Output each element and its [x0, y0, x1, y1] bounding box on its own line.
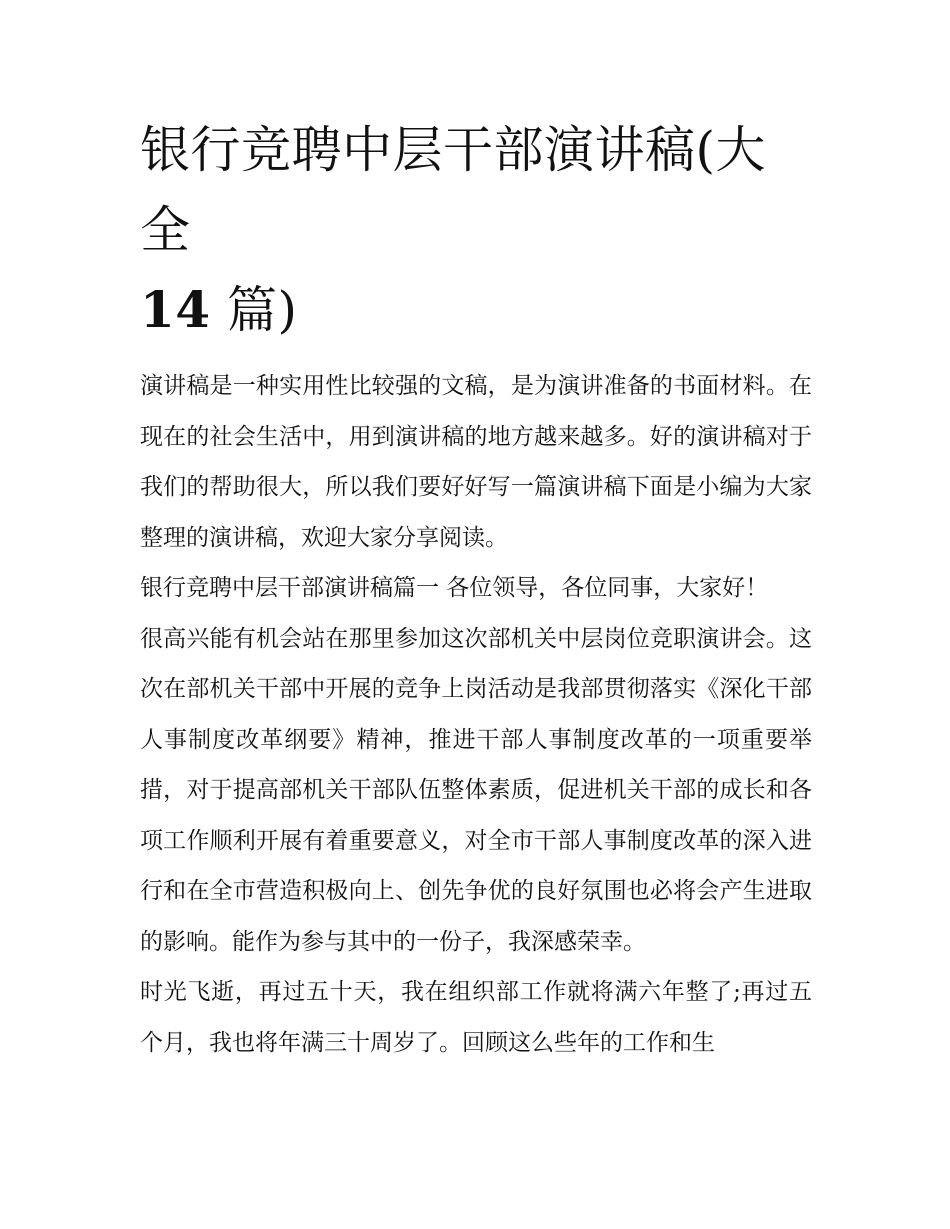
document-title [140, 110, 812, 350]
title-line-2: 篇) [210, 281, 298, 339]
title-line-1: 银行竞聘中层干部演讲稿(大全 [140, 121, 767, 259]
speech-heading-paragraph: 银行竞聘中层干部演讲稿篇一 各位领导，各位同事，大家好！ [140, 575, 769, 601]
body-paragraph: 很高兴能有机会站在那里参加这次部机关中层岗位竞职演讲会。这次在部机关干部中开展的竞争上岗活动是我部贯彻落实《深化干部人事制度改革纲要》精神，推进干部人事制度改革的一项重要举措，对于提高部机关干部队伍整体素质，促进机关干部的成长和各项工作顺利开展有着重要意义，对全市干部人事制度改革的深入进行和在全市营造积极向上、创先争优的良好氛围也必将会产生进取的影响。能作为参与其中的一份子，我深感荣幸。 [140, 625, 812, 955]
intro-paragraph: 演讲稿是一种实用性比较强的文稿，是为演讲准备的书面材料。在现在的社会生活中，用到演讲稿的地方越来越多。好的演讲稿对于我们的帮助很大，所以我们要好好写一篇演讲稿下面是小编为大家整理的演讲稿，欢迎大家分享阅读。 [140, 373, 812, 551]
document-page [140, 110, 812, 1068]
title-number: 14 [140, 280, 211, 339]
body-paragraph: 时光飞逝，再过五十天，我在组织部工作就将满六年整了;再过五个月，我也将年满三十周岁了。回顾这么些年的工作和生 [140, 979, 812, 1056]
